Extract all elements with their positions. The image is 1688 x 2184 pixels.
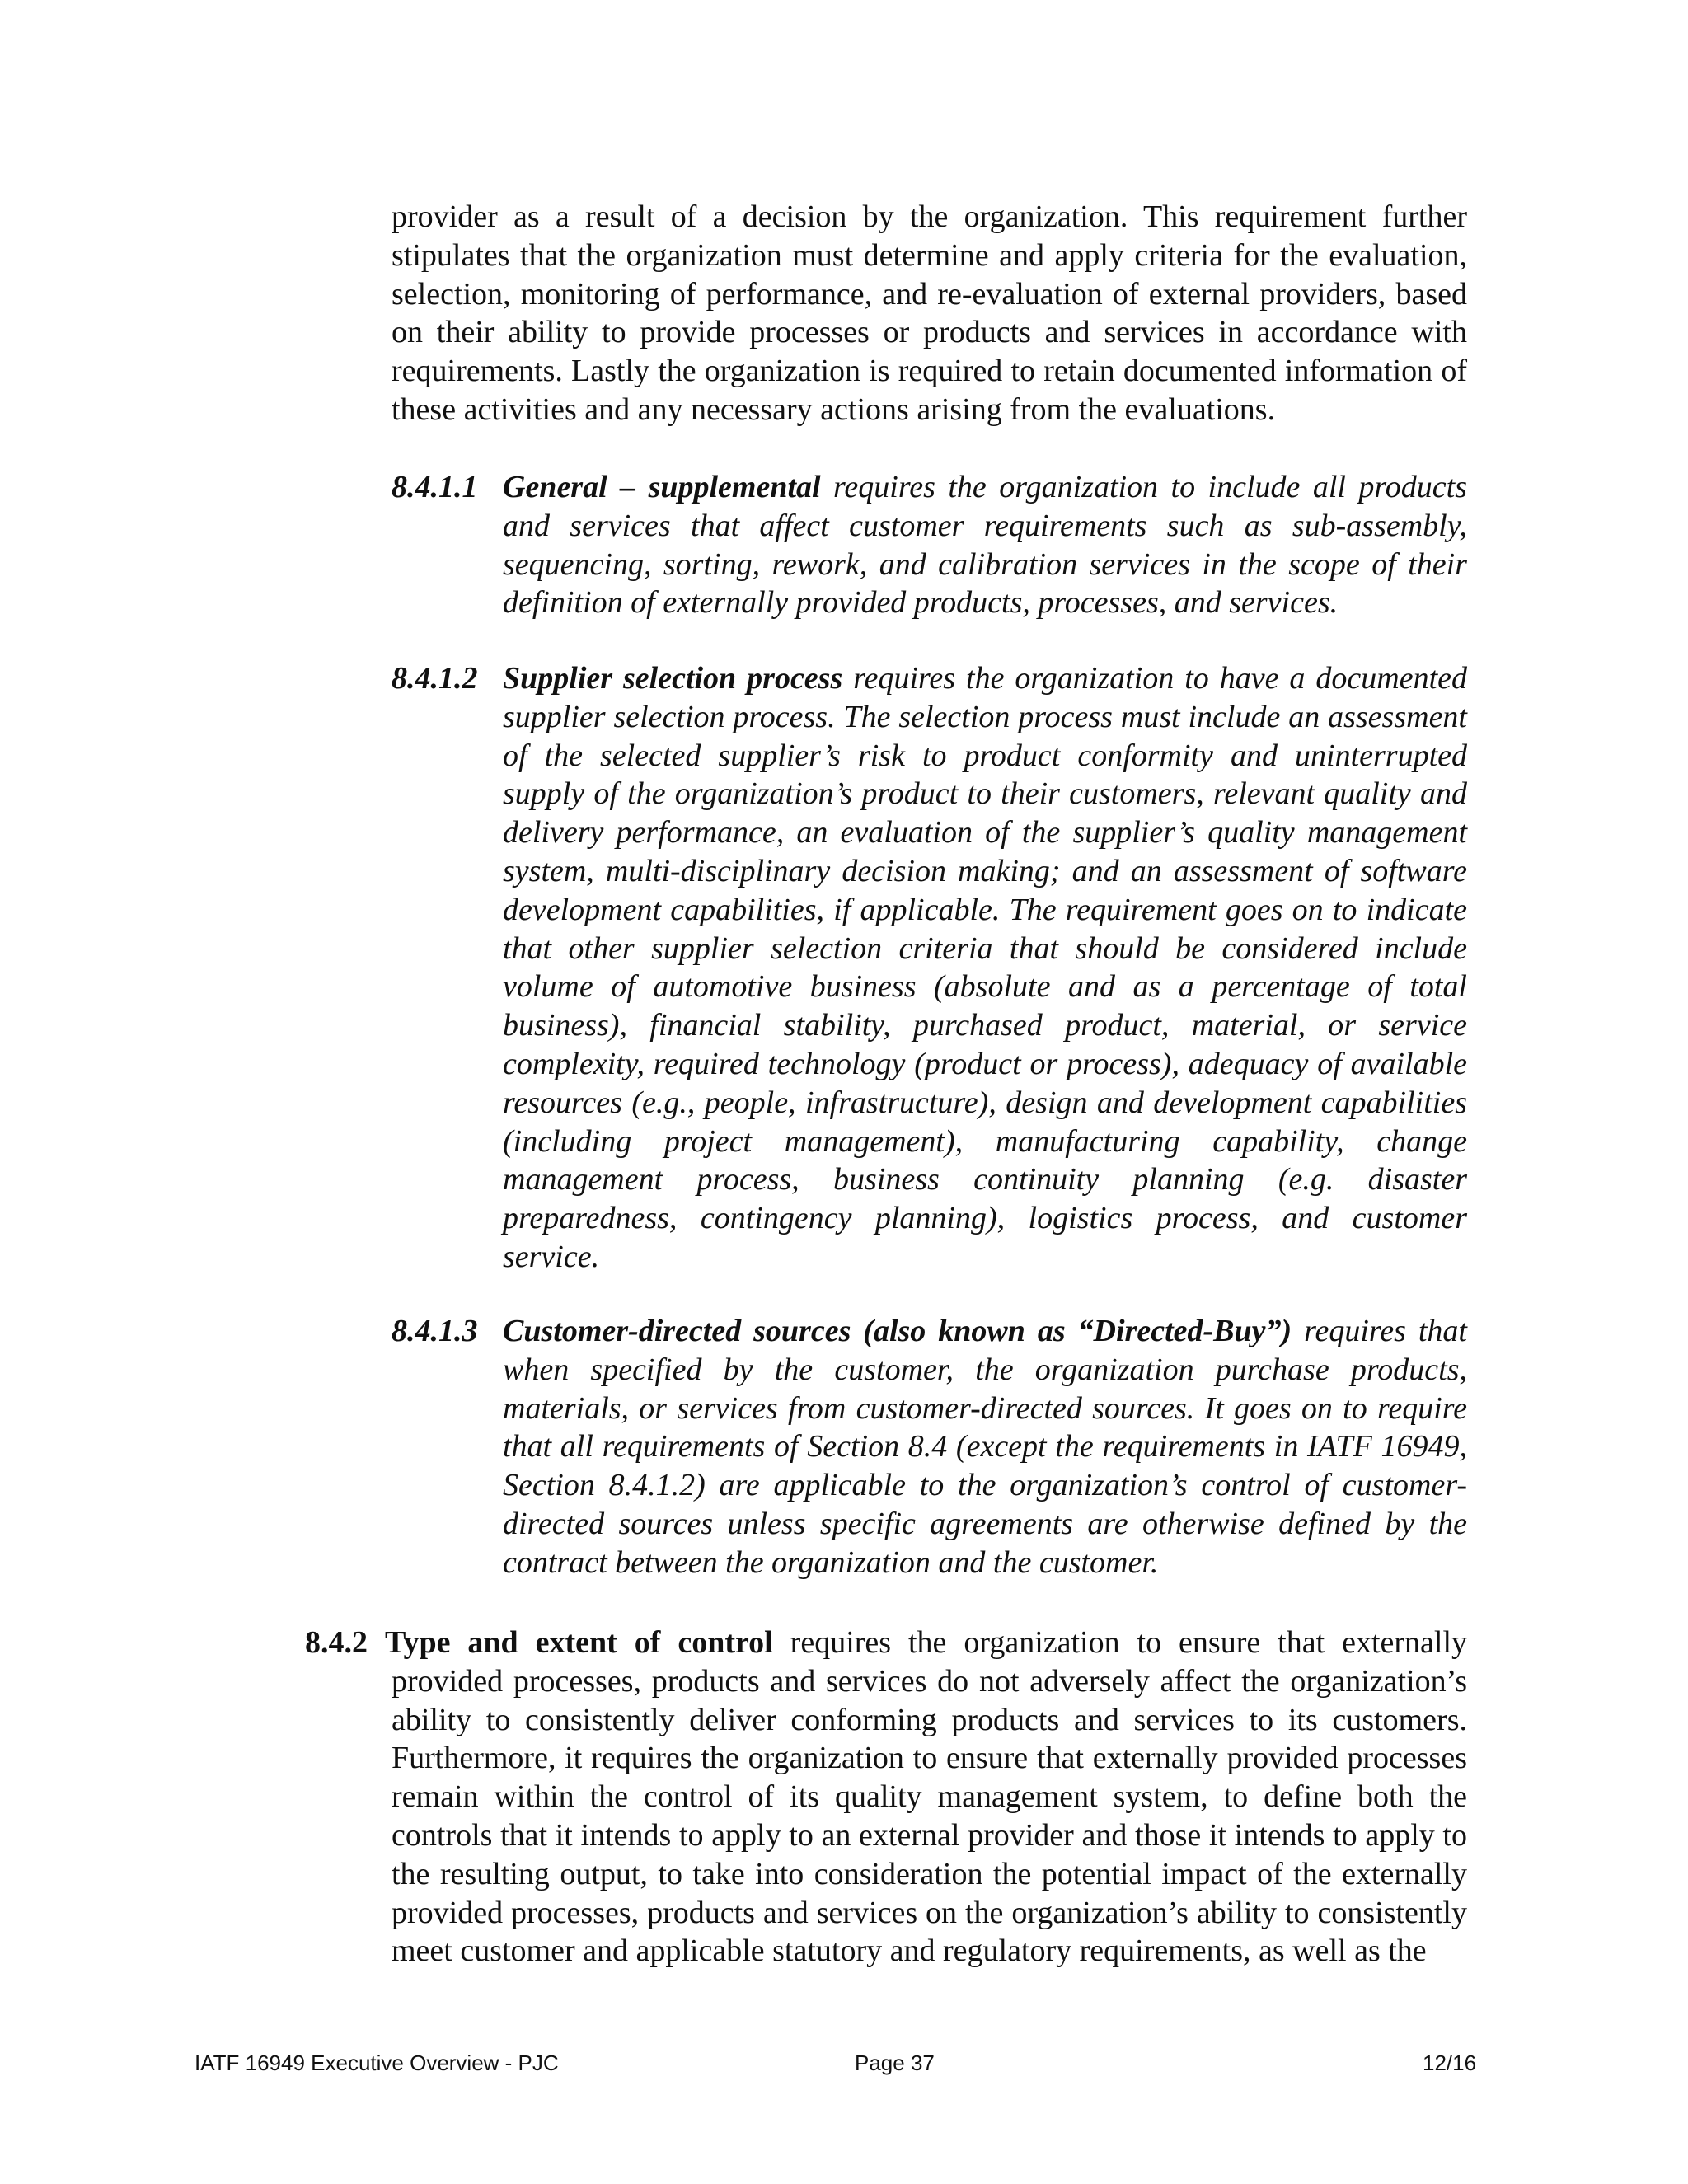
subsection-text: requires the organization to include all products and services that affect customer requirements such as sub-assembly, sequencing, sorting, rework, and calibration services in the scope of their definition of externally provided products, processes, and services. [503, 470, 1467, 621]
subsection-8-4-1-1 [392, 468, 1467, 622]
subsection-number: 8.4.1.3 [392, 1314, 478, 1348]
subsection-8-4-1-2 [392, 659, 1467, 1277]
footer-document-title: IATF 16949 Executive Overview - PJC [195, 2050, 559, 2075]
section-8-4-2 [305, 1624, 1467, 1971]
subsection-heading: General – supplemental [503, 470, 821, 504]
section-heading: Type and extent of control [384, 1625, 773, 1660]
subsection-number: 8.4.1.1 [392, 470, 478, 504]
section-number: 8.4.2 [305, 1625, 368, 1660]
subsection-heading: Supplier selection process [503, 661, 843, 696]
section-text: requires the organization to ensure that externally provided processes, products and services do not adversely affect the organization’s ability to consistently deliver conforming products and services to its customers. Furthermore, it requires the organization to ensure that externally provided processes remain within the control of its quality management system, to define both the controls that it intends to apply to an external provider and those it intends to apply to the resulting output, to take into consideration the potential impact of the externally provided processes, products and services on the organization’s ability to consistently meet customer and applicable statutory and regulatory requirements, as well as the [392, 1625, 1468, 1969]
subsection-heading: Customer-directed sources (also known as “Directed-Buy”) [503, 1314, 1292, 1348]
subsection-text: requires the organization to have a documented supplier selection process. The selection process must include an assessment of the selected supplier’s risk to product conformity and uninterrupted supply of the organization’s product to their customers, relevant quality and delivery performance, an evaluation of the supplier’s quality management system, multi-disciplinary decision making; and an assessment of software development capabilities, if applicable. The requirement goes on to indicate that other supplier selection criteria that should be considered include volume of automotive business (absolute and as a percentage of total business), financial stability, purchased product, material, or service complexity, required technology (product or process), adequacy of available resources (e.g., people, infrastructure), design and development capabilities (including project management), manufacturing capability, change management process, business continuity planning (e.g. disaster preparedness, contingency planning), logistics process, and customer service. [503, 661, 1467, 1274]
subsection-number: 8.4.1.2 [392, 661, 478, 696]
intro-paragraph: provider as a result of a decision by the organization. This requirement further stipulates that the organization must determine and apply criteria for the evaluation, selection, monitoring of performance, and re-evaluation of external providers, based on their ability to provide processes or products and services in accordance with requirements. Lastly the organization is required to retain documented information of these activities and any necessary actions arising from the evaluations. [392, 199, 1467, 427]
subsection-text: requires that when specified by the customer, the organization purchase products, materials, or services from customer-directed sources. It goes on to require that all requirements of Section 8.4 (except the requirements in IATF 16949, Section 8.4.1.2) are applicable to the organization’s control of customer-directed sources unless specific agreements are otherwise defined by the contract between the organization and the customer. [503, 1314, 1467, 1580]
footer-date: 12/16 [1423, 2050, 1477, 2075]
subsection-8-4-1-3 [392, 1312, 1467, 1582]
footer-page-number: Page 37 [855, 2050, 935, 2075]
